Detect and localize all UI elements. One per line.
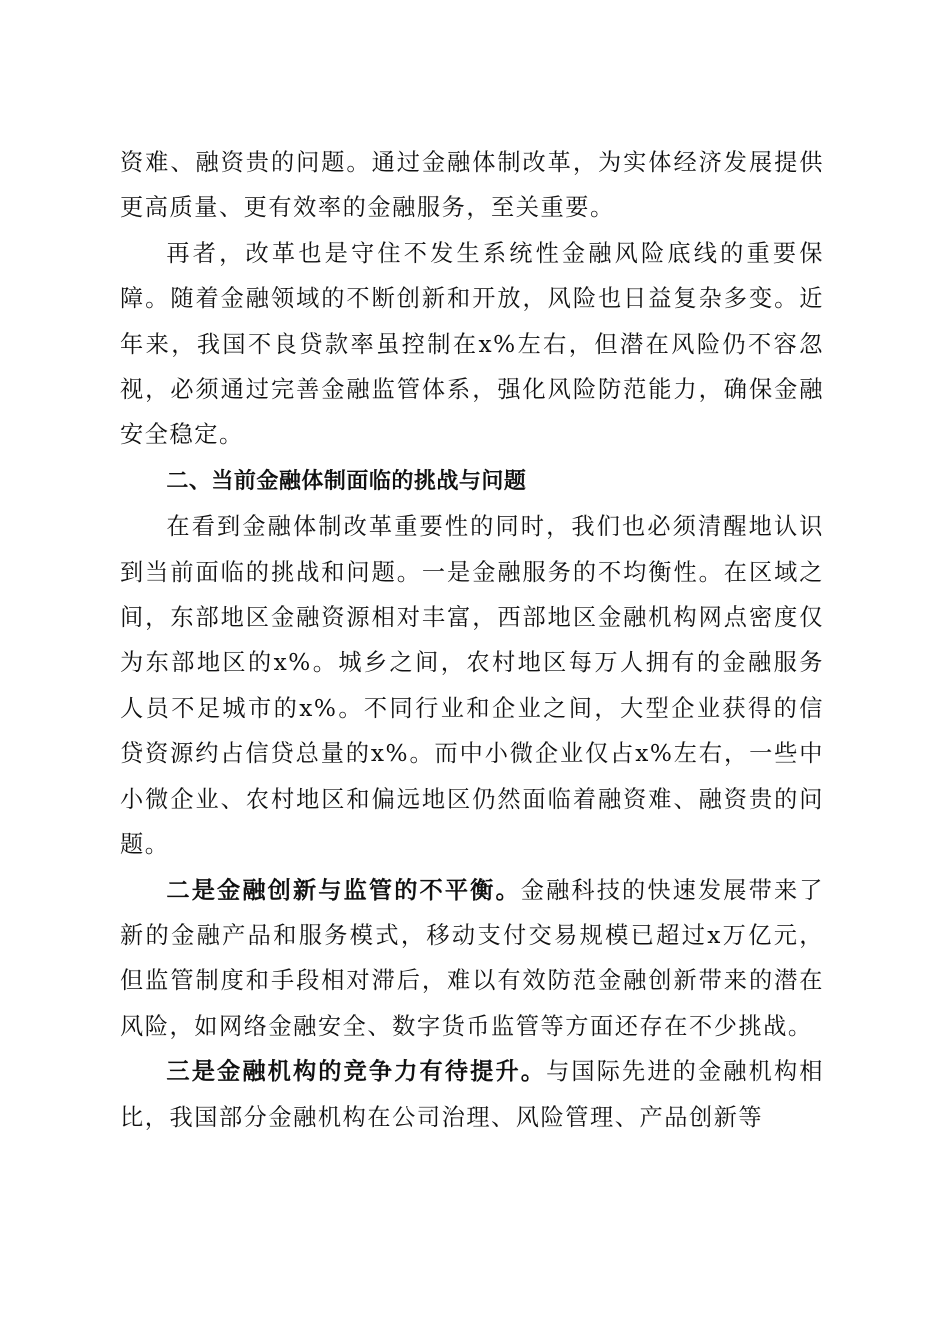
paragraph-innovation-regulation [120, 868, 824, 1050]
paragraph-text: 金融科技的快速发展带来了新的金融产品和服务模式，移动支付交易规模已超过x万亿元，但监管制度和手段相对滞后，难以有效防范金融创新带来的潜在风险，如网络金融安全、数字货币监管等方面还存在不少挑战。 [120, 876, 824, 1040]
paragraph-lead-sentence: 三是金融机构的竞争力有待提升。 [166, 1058, 547, 1086]
paragraph-text: 资难、融资贵的问题。通过金融体制改革，为实体经济发展提供更高质量、更有效率的金融服务，至关重要。 [120, 149, 824, 222]
paragraph-challenges [120, 504, 824, 867]
paragraph-risk-safeguard [120, 231, 824, 458]
document-body [120, 140, 824, 1140]
section-heading [120, 458, 824, 504]
paragraph-text: 再者，改革也是守住不发生系统性金融风险底线的重要保障。随着金融领域的不断创新和开放，风险也日益复杂多变。近年来，我国不良贷款率虽控制在x%左右，但潜在风险仍不容忽视，必须通过完善金融监管体系，强化风险防范能力，确保金融安全稳定。 [120, 239, 824, 449]
section-heading-text: 二、当前金融体制面临的挑战与问题 [166, 468, 527, 494]
paragraph-text: 在看到金融体制改革重要性的同时，我们也必须清醒地认识到当前面临的挑战和问题。一是金融服务的不均衡性。在区域之间，东部地区金融资源相对丰富，西部地区金融机构网点密度仅为东部地区的x%。城乡之间，农村地区每万人拥有的金融服务人员不足城市的x%。不同行业和企业之间，大型企业获得的信贷资源约占信贷总量的x%。而中小微企业仅占x%左右，一些中小微企业、农村地区和偏远地区仍然面临着融资难、融资贵的问题。 [120, 513, 824, 859]
paragraph-text: 与国际先进的金融机构相比，我国部分金融机构在公司治理、风险管理、产品创新等 [120, 1058, 824, 1131]
paragraph-continuation [120, 140, 824, 231]
paragraph-competitiveness [120, 1049, 824, 1140]
paragraph-lead-sentence: 二是金融创新与监管的不平衡。 [166, 876, 521, 904]
